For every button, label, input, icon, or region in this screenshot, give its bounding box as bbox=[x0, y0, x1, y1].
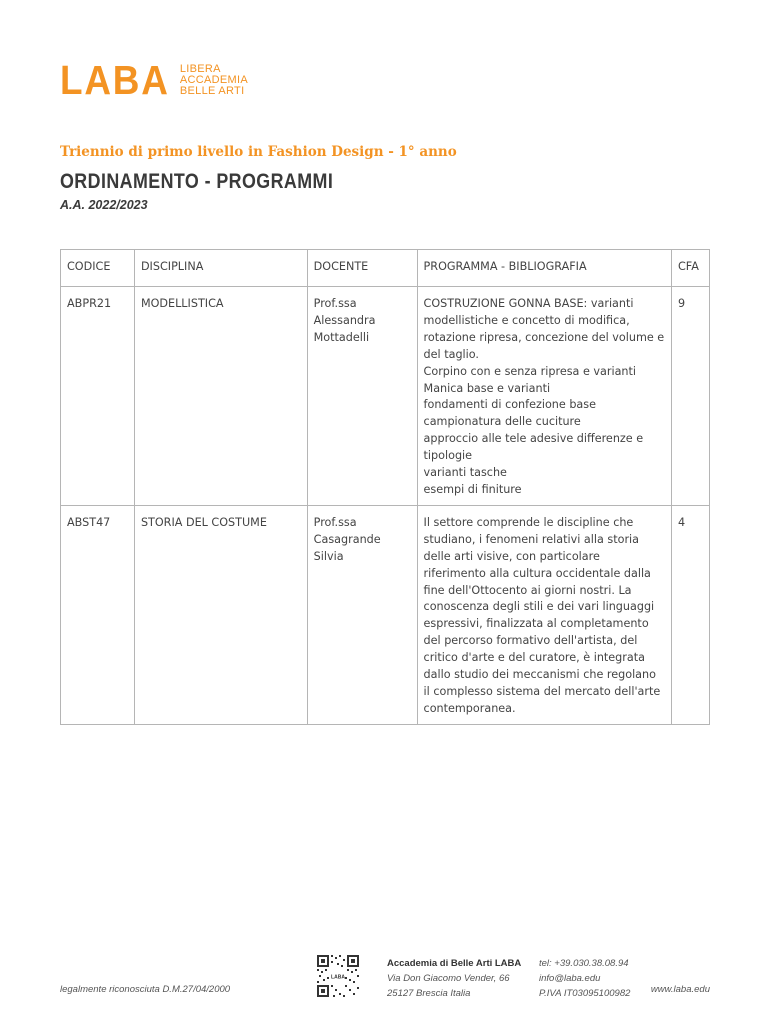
logo-tagline-line: BELLE ARTI bbox=[179, 85, 245, 97]
program-line: varianti tasche bbox=[423, 466, 507, 480]
cell-code: ABPR21 bbox=[61, 287, 135, 506]
teacher-line: Mottadelli bbox=[313, 330, 370, 344]
cell-teacher bbox=[307, 287, 417, 506]
teacher-line: Alessandra bbox=[313, 313, 376, 327]
footer-address bbox=[387, 956, 521, 1001]
header-program: PROGRAMMA - BIBLIOGRAFIA bbox=[417, 250, 671, 287]
program-line: Il settore comprende le discipline che studiano, i fenomeni relativi alla storia delle arti visive, con particolare riferimento alla cultura occidentale dalla fine dell'Ottocento ai giorni nostri. La conoscenza degli stili e dei vari linguaggi espressivi, finalizzata al completamento del percorso formativo dell'artista, del critico d'arte e del curatore, è integrata dallo studio dei meccanismi che regolano il complesso sistema del mercato dell'arte contemporanea. bbox=[423, 515, 661, 715]
teacher-line: Prof.ssa bbox=[313, 515, 357, 529]
cell-code: ABST47 bbox=[61, 505, 135, 724]
cell-discipline: STORIA DEL COSTUME bbox=[134, 505, 307, 724]
logo-tagline-line: ACCADEMIA bbox=[179, 74, 248, 86]
qr-label: LABA bbox=[331, 974, 345, 981]
email-address: info@laba.edu bbox=[539, 973, 601, 984]
programs-table bbox=[60, 249, 710, 725]
header-code: CODICE bbox=[61, 250, 135, 287]
laba-logo bbox=[60, 57, 248, 103]
table-header-row bbox=[61, 250, 710, 287]
header-teacher: DOCENTE bbox=[307, 250, 417, 287]
table-row bbox=[61, 287, 710, 506]
teacher-line: Casagrande bbox=[313, 532, 381, 546]
program-line: fondamenti di confezione base bbox=[423, 398, 596, 412]
address-line: 25127 Brescia Italia bbox=[387, 988, 471, 999]
footer-contacts bbox=[539, 956, 630, 1001]
academic-year: A.A. 2022/2023 bbox=[60, 198, 148, 212]
logo-wordmark: LABA bbox=[60, 57, 170, 103]
cell-program bbox=[417, 287, 671, 506]
cell-program bbox=[417, 505, 671, 724]
institution-name: Accademia di Belle Arti LABA bbox=[387, 958, 522, 969]
header-discipline: DISCIPLINA bbox=[134, 250, 307, 287]
program-line: esempi di finiture bbox=[423, 482, 522, 496]
program-line: Corpino con e senza ripresa e varianti bbox=[423, 364, 637, 378]
vat-number: P.IVA IT03095100982 bbox=[539, 988, 631, 999]
program-line: Manica base e varianti bbox=[423, 381, 551, 395]
cell-discipline: MODELLISTICA bbox=[134, 287, 307, 506]
page-title: ORDINAMENTO - PROGRAMMI bbox=[60, 170, 334, 193]
program-line: approccio alle tele adesive differenze e tipologie bbox=[423, 432, 644, 463]
logo-tagline bbox=[180, 64, 248, 97]
cell-cfa: 9 bbox=[672, 287, 710, 506]
qr-code-icon bbox=[316, 954, 360, 998]
logo-tagline-line: LIBERA bbox=[179, 63, 221, 75]
program-line: COSTRUZIONE GONNA BASE: varianti modellistiche e concetto di modifica, rotazione ripresa, concezione del volume e del taglio. bbox=[423, 297, 665, 361]
header-cfa: CFA bbox=[672, 250, 710, 287]
address-line: Via Don Giacomo Vender, 66 bbox=[387, 973, 510, 984]
website-link[interactable]: www.laba.edu bbox=[650, 984, 710, 995]
course-subtitle: Triennio di primo livello in Fashion Design - 1° anno bbox=[60, 144, 457, 160]
phone-number: tel: +39.030.38.08.94 bbox=[539, 958, 629, 969]
table-row bbox=[61, 505, 710, 724]
cell-cfa: 4 bbox=[672, 505, 710, 724]
cell-teacher bbox=[307, 505, 417, 724]
program-line: campionatura delle cuciture bbox=[423, 415, 581, 429]
legal-recognition: legalmente riconosciuta D.M.27/04/2000 bbox=[60, 984, 231, 995]
teacher-line: Silvia bbox=[313, 549, 344, 563]
teacher-line: Prof.ssa bbox=[313, 297, 357, 310]
